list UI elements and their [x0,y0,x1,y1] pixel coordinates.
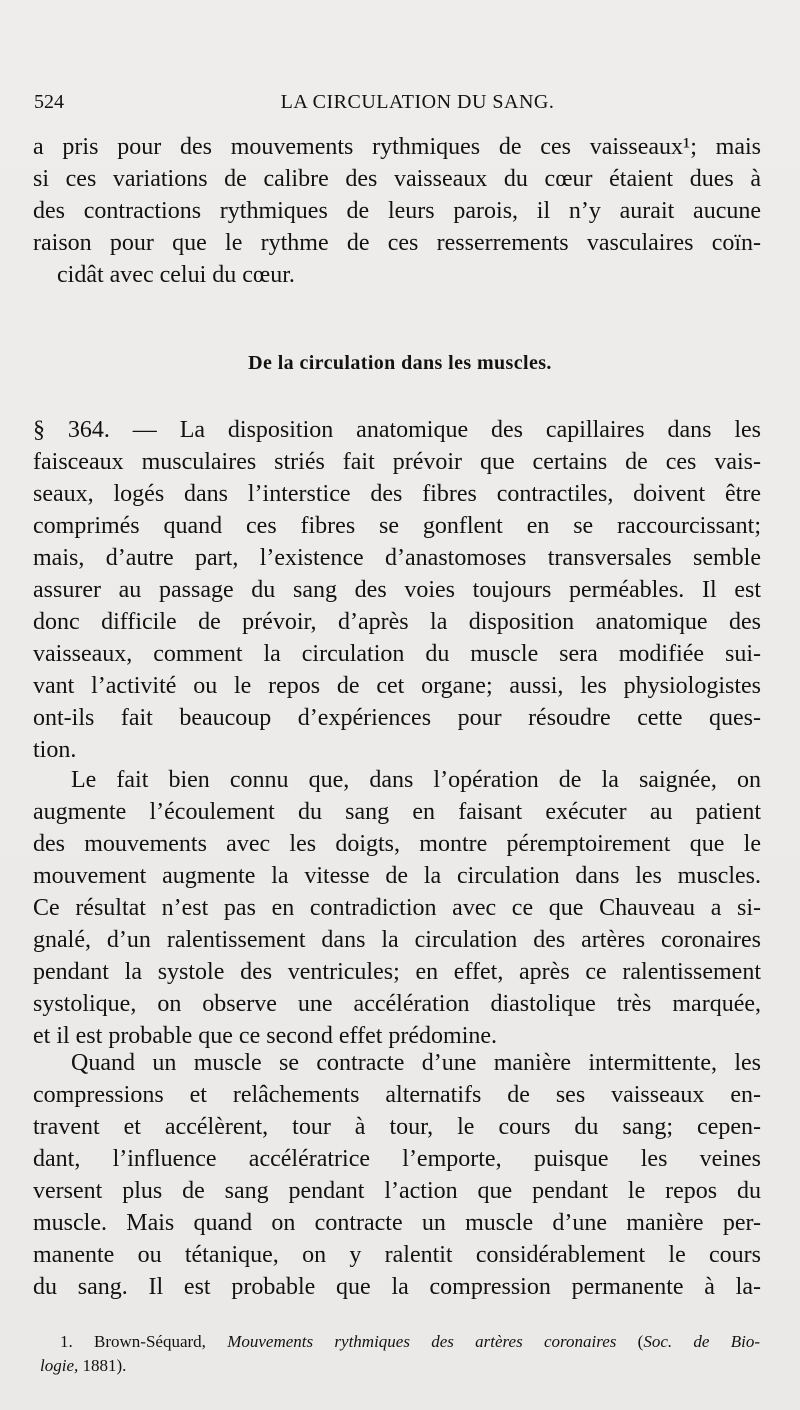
text-line: et il est probable que ce second effet prédomine. [33,1023,498,1049]
paragraph-364 [33,414,761,766]
text-line: donc difficile de prévoir, d’après la disposition anatomique des [33,609,761,635]
text-line: compressions et relâchements alternatifs de ses vaisseaux en- [33,1082,761,1108]
text-line: vaisseaux, comment la circulation du muscle sera modifiée sui- [33,641,761,667]
text-line: assurer au passage du sang des voies toujours perméables. Il est [33,577,761,603]
footnote-author: Brown-Séquard, [94,1332,206,1351]
footnote-source: Soc. de Bio- [643,1332,760,1351]
footnote-line [40,1330,760,1354]
footnote-number: 1. [60,1332,73,1351]
text-line: tion. [33,737,77,763]
text-line: gnalé, d’un ralentissement dans la circulation des artères coronaires [33,927,761,953]
text-line: seaux, logés dans l’interstice des fibres contractiles, doivent être [33,481,761,507]
text-line: faisceaux musculaires striés fait prévoir que certains de ces vais- [33,449,761,475]
text-line: a pris pour des mouvements rythmiques de ces vaisseaux¹; mais [33,134,761,160]
text-line: muscle. Mais quand on contracte un muscle d’une manière per- [33,1210,761,1236]
footnote [40,1330,760,1378]
footnote-title: Mouvements rythmiques des artères coronaires [227,1332,617,1351]
paragraph-muscle [33,1047,761,1303]
text-line: Le fait bien connu que, dans l’opération de la saignée, on [71,767,761,793]
footnote-year: 1881). [82,1356,127,1375]
text-line: dant, l’influence accélératrice l’emporte, puisque les veines [33,1146,761,1172]
footnote-source-paren: ( [637,1332,644,1351]
text-line: des contractions rythmiques de leurs parois, il n’y aurait aucune [33,198,761,224]
text-line: vant l’activité ou le repos de cet organe; aussi, les physiologistes [33,673,761,699]
paragraph-saignee [33,764,761,1052]
text-line: travent et accélèrent, tour à tour, le cours du sang; cepen- [33,1114,761,1140]
text-line: raison pour que le rythme de ces resserrements vasculaires coïn- [33,230,761,256]
text-line: Quand un muscle se contracte d’une manière intermittente, les [71,1050,761,1076]
section-heading: De la circulation dans les muscles. [248,352,552,374]
text-line: Ce résultat n’est pas en contradiction avec ce que Chauveau a si- [33,895,761,921]
text-line: pendant la systole des ventricules; en effet, après ce ralentissement [33,959,761,985]
page-header [30,91,770,121]
text-line: manente ou tétanique, on y ralentit considérablement le cours [33,1242,761,1268]
text-line: § 364. — La disposition anatomique des capillaires dans les [33,417,761,443]
text-line: mais, d’autre part, l’existence d’anastomoses transversales semble [33,545,761,571]
paragraph-continued [33,131,761,291]
text-line: versent plus de sang pendant l’action que pendant le repos du [33,1178,761,1204]
text-line: cidât avec celui du cœur. [57,262,295,288]
text-line: systolique, on observe une accélération diastolique très marquée, [33,991,761,1017]
text-line: comprimés quand ces fibres se gonflent en se raccourcissant; [33,513,761,539]
running-title: LA CIRCULATION DU SANG. [280,91,555,113]
page-number: 524 [34,91,64,113]
text-line: du sang. Il est probable que la compression permanente à la- [33,1274,761,1300]
text-line: mouvement augmente la vitesse de la circulation dans les muscles. [33,863,761,889]
text-line: ont-ils fait beaucoup d’expériences pour résoudre cette ques- [33,705,761,731]
text-line: des mouvements avec les doigts, montre péremptoirement que le [33,831,761,857]
text-line: si ces variations de calibre des vaisseaux du cœur étaient dues à [33,166,761,192]
text-line: augmente l’écoulement du sang en faisant exécuter au patient [33,799,761,825]
footnote-source-cont: logie, [40,1356,79,1375]
footnote-line [40,1354,760,1378]
